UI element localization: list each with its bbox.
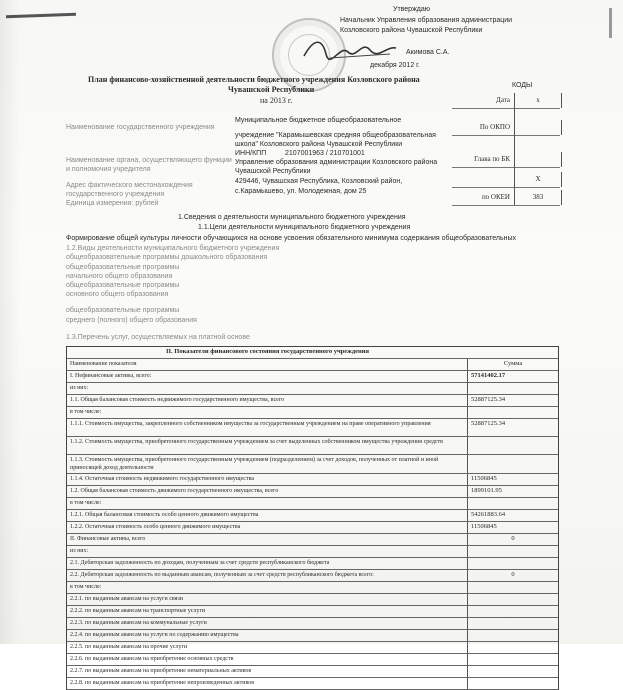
codes-value: x — [514, 93, 562, 108]
activity-type: общеобразовательные программы — [66, 264, 180, 271]
col-header-sum: Сумма — [503, 360, 523, 367]
row-name: 1.1.3. Стоимость имущества, приобретенного государственным учреждением (подразделением) за счет доходов, полученных от платной и иной приносящей доход деятельности — [67, 455, 468, 473]
row-name: в том числе: — [67, 582, 468, 593]
founder-label-2: и полномочия учредителя — [66, 166, 151, 173]
row-sum: 0 — [511, 535, 515, 542]
table-row — [67, 654, 558, 666]
founder-1: Управление образования администрации Козловского района — [235, 159, 438, 166]
table-header-row — [67, 359, 558, 371]
codes-box — [452, 93, 560, 109]
table-row — [67, 666, 558, 678]
row-sum — [468, 630, 558, 641]
codes-box — [452, 152, 560, 168]
table-title-row — [67, 347, 558, 359]
table-row — [67, 606, 558, 618]
table-row — [67, 558, 558, 570]
section-1-subtitle: 1.1.Цели деятельности муниципального бюджетного учреждения — [198, 224, 411, 231]
row-name: в том числе: — [67, 498, 468, 509]
table-row — [67, 510, 558, 522]
row-sum — [468, 498, 558, 509]
activity-type: общеобразовательные программы дошкольного образования — [66, 254, 268, 261]
codes-box — [452, 172, 560, 188]
codes-header: КОДЫ — [512, 82, 533, 89]
row-sum — [468, 383, 558, 394]
section-1-goal: Формирование общей культуры личности обучающихся на основе усвоения обязательного минимума содержания общеобразовательных — [66, 235, 517, 242]
table-row — [67, 371, 558, 383]
org-name-1: учреждение "Карамышевская средняя общеобразовательная — [235, 132, 436, 139]
codes-label: Дата — [496, 96, 510, 104]
activity-type: общеобразовательные программы — [66, 307, 180, 314]
founder-label-1: Наименование органа, осуществляющего функции — [66, 157, 232, 164]
table-row — [67, 534, 558, 546]
col-header-name: Наименование показателя — [67, 359, 468, 370]
row-sum — [468, 558, 558, 569]
row-name: 2.2.7. по выданным авансам на приобретение нематериальных активов — [67, 666, 468, 677]
activity-type: среднего (полного) общего образования — [66, 317, 197, 324]
row-name: 1.2. Общая балансовая стоимость движимого государственного имущества, всего — [67, 486, 468, 497]
row-sum: 11506845 — [471, 523, 497, 530]
address-label-1: Адрес фактического местонахождения — [66, 182, 193, 189]
row-name: из них: — [67, 383, 468, 394]
table-row — [67, 419, 558, 437]
table-row — [67, 642, 558, 654]
row-name: 1.1.1. Стоимость имущества, закрепленного собственником имущества за государственным учреждением на праве оперативного управления — [67, 419, 468, 436]
codes-divider — [514, 93, 515, 205]
section-1-title: 1.Сведения о деятельности муниципального бюджетного учреждения — [178, 214, 406, 221]
codes-value: 383 — [514, 190, 562, 205]
row-name: 2.2.6. по выданным авансам на приобретение основных средств — [67, 654, 468, 665]
row-name: 2.1. Дебиторская задолженность по доходам, полученным за счет средств республиканского бюджета — [67, 558, 468, 569]
codes-row — [452, 190, 560, 206]
org-label: Наименование государственного учреждения — [66, 124, 215, 131]
table-row — [67, 618, 558, 630]
founder-2: Чувашской Республики — [235, 168, 311, 175]
inn-label: ИНН/КПП — [235, 150, 267, 157]
codes-row — [452, 172, 560, 188]
row-name: 2.2.8. по выданным авансам на приобретение непроизведенных активов — [67, 678, 468, 689]
row-name: 2.2.5. по выданным авансам на прочие услуги — [67, 642, 468, 653]
row-sum — [468, 666, 558, 677]
inn-value: 2107001963 / 210701001 — [285, 150, 365, 157]
row-sum: 52887125.34 — [471, 420, 506, 427]
approval-word: Утверждаю — [393, 6, 430, 13]
codes-value — [514, 152, 562, 167]
approval-line-1: Начальник Управления образования администрации — [340, 17, 513, 24]
table-row — [67, 486, 558, 498]
plan-title-year: на 2013 г. — [260, 96, 293, 105]
row-name: 2.2.4. по выданным авансам на услуги по содержанию имущества — [67, 630, 468, 641]
address-label-2: государственного учреждения — [66, 191, 165, 198]
row-sum — [468, 582, 558, 593]
row-name: 1.2.2. Остаточная стоимость особо ценного движимого имущества — [67, 522, 468, 533]
table-row — [67, 630, 558, 642]
activity-type: начального общего образования — [66, 273, 173, 280]
codes-label: по ОКЕИ — [481, 193, 510, 201]
table-row — [67, 678, 558, 690]
table-row — [67, 395, 558, 407]
table-row — [67, 498, 558, 510]
codes-row — [452, 120, 560, 136]
table-row — [67, 437, 558, 455]
row-sum — [468, 618, 558, 629]
scan-mark-right — [609, 8, 612, 38]
row-name: в том числе: — [67, 407, 468, 418]
approval-line-2: Козловского района Чувашской Республики — [340, 27, 483, 34]
row-name: 2.2.1. по выданным авансам на услуги связи — [67, 594, 468, 605]
row-name: 1.1. Общая балансовая стоимость недвижимого государственного имущества, всего — [67, 395, 468, 406]
codes-value: X — [514, 172, 562, 187]
plan-title-line-1: План финансово-хозяйственной деятельности бюджетного учреждения Козловского района — [88, 75, 420, 84]
address-2: с.Карамышево, ул. Молодежная, дом 25 — [235, 188, 367, 195]
row-sum: 57141402.17 — [471, 372, 506, 379]
org-type: Муниципальное бюджетное общеобразовательное — [235, 117, 402, 124]
table-row — [67, 582, 558, 594]
table-row — [67, 474, 558, 486]
row-sum: 54261883.64 — [471, 511, 506, 518]
row-sum: 11506845 — [471, 475, 497, 482]
plan-title-line-2: Чувашской Республики — [228, 85, 315, 94]
scan-shadow — [0, 0, 20, 644]
unit-label: Единица измерения: рублей — [66, 200, 159, 207]
financial-table — [66, 346, 559, 690]
row-sum — [468, 642, 558, 653]
table-title: II. Показатели финансового состояния государственного учреждения — [165, 348, 370, 355]
table-row — [67, 407, 558, 419]
signature — [300, 34, 400, 62]
row-name: 1.1.4. Остаточная стоимость недвижимого государственного имущества — [67, 474, 468, 485]
row-name: 1.2.1. Общая балансовая стоимость особо ценного движимого имущества — [67, 510, 468, 521]
codes-box — [452, 120, 560, 136]
row-sum — [468, 546, 558, 557]
table-row — [67, 522, 558, 534]
table-row — [67, 594, 558, 606]
row-sum — [468, 407, 558, 418]
row-sum — [468, 654, 558, 665]
row-sum — [468, 678, 558, 689]
row-name: 2.2. Дебиторская задолженность по выданным авансам, полученным за счет средств республиканского бюджета всего: — [67, 570, 468, 581]
table-row — [67, 383, 558, 395]
org-name-2: школа" Козловского района Чувашской Республики — [235, 141, 403, 148]
row-sum: 52887125.34 — [471, 396, 506, 403]
paid-services-title: 1.3.Перечень услуг, осуществляемых на платной основе — [66, 334, 250, 341]
row-name: 2.2.3. по выданным авансам на коммунальные услуги — [67, 618, 468, 629]
codes-box — [452, 190, 560, 206]
row-sum — [468, 594, 558, 605]
row-sum — [468, 606, 558, 617]
row-name: II. Финансовые активы, всего — [67, 534, 468, 545]
table-row — [67, 455, 558, 474]
codes-label: Глава по БК — [474, 155, 510, 163]
table-row — [67, 546, 558, 558]
row-name: из них: — [67, 546, 468, 557]
row-sum: 0 — [511, 571, 515, 578]
codes-row — [452, 152, 560, 168]
approval-date: декабря 2012 г. — [370, 62, 420, 69]
table-title-spacer — [468, 347, 558, 358]
activity-type: основного общего образования — [66, 291, 169, 298]
table-row — [67, 570, 558, 582]
address-1: 429446, Чувашская Республика, Козловский район, — [235, 178, 403, 185]
row-sum — [468, 455, 558, 473]
section-1-types-title: 1.2.Виды деятельности муниципального бюджетного учреждения — [66, 245, 280, 252]
row-name: I. Нефинансовые активы, всего: — [67, 371, 468, 382]
approval-signer: Акимова С.А. — [406, 49, 450, 56]
codes-row — [452, 93, 560, 109]
codes-label: По ОКПО — [479, 123, 510, 131]
row-sum — [468, 437, 558, 454]
row-name: 1.1.2. Стоимость имущества, приобретенного государственным учреждением за счет выделенных собственником имущества учреждения средств — [67, 437, 468, 454]
activity-type: общеобразовательные программы — [66, 282, 180, 289]
row-name: 2.2.2. по выданным авансам на транспортные услуги — [67, 606, 468, 617]
row-sum: 1899101.95 — [471, 487, 502, 494]
codes-value — [514, 120, 562, 135]
